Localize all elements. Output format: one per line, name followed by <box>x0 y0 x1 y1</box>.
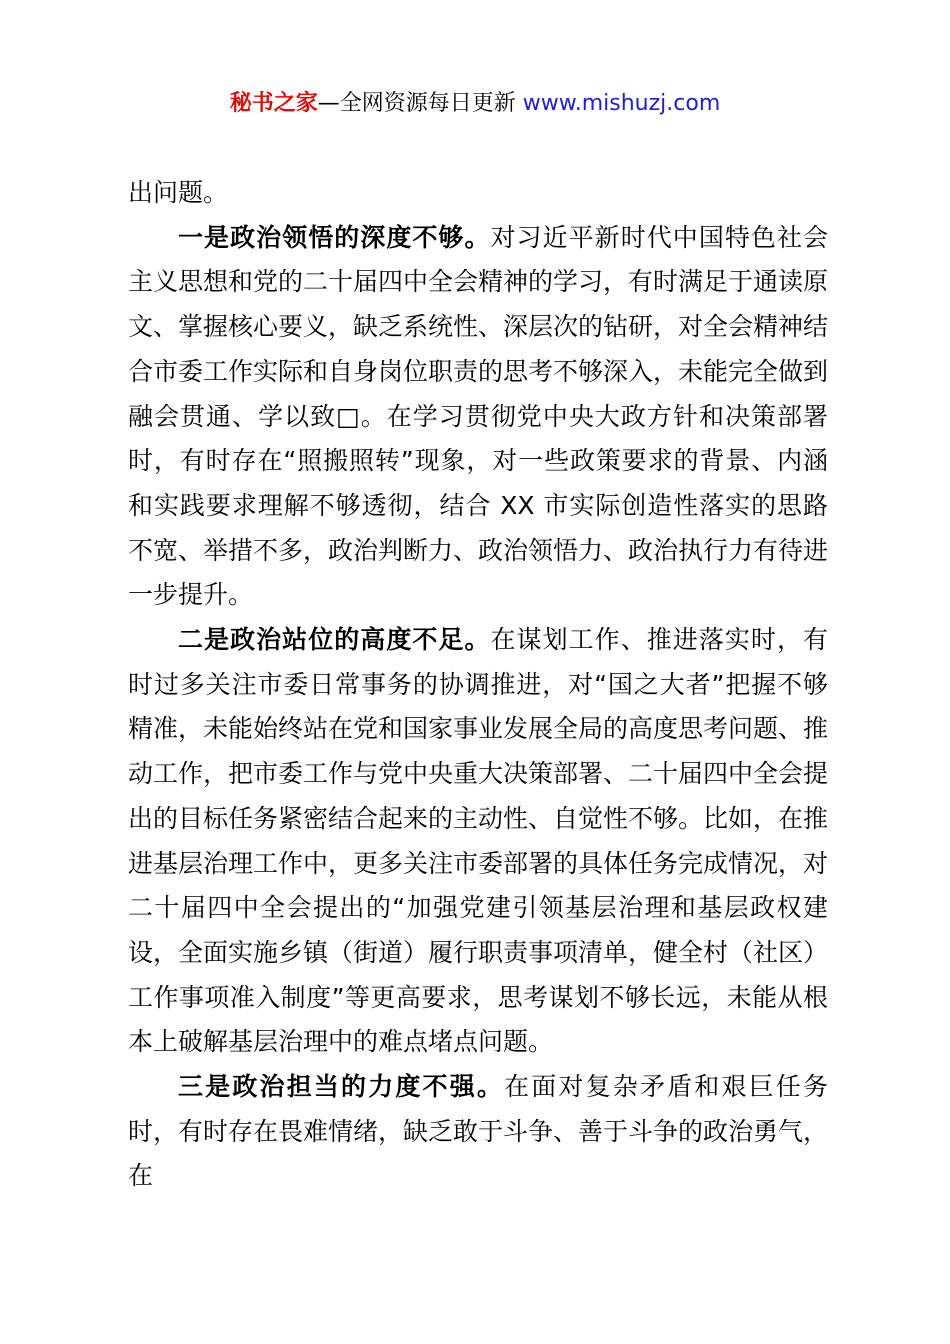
document-body <box>128 171 828 1199</box>
paragraph-text: 对习近平新时代中国特色社会主义思想和党的二十届四中全会精神的学习，有时满足于通读原文、掌握核心要义，缺乏系统性、深层次的钻研，对全会精神结合市委工作实际和自身岗位职责的思考不够深入，未能完全做到融会贯通、学以致□。在学习贯彻党中央大政方针和决策部署时，有时存在“照搬照转”现象，对一些政策要求的背景、内涵和实践要求理解不够透彻，结合 XX 市实际创造性落实的思路不宽、举措不多，政治判断力、政治领悟力、政治执行力有待进一步提升。 <box>128 222 829 610</box>
website-link[interactable]: www.mishuzj.com <box>522 91 721 116</box>
brand-name: 秘书之家 <box>229 91 318 116</box>
paragraph-political-responsibility <box>128 1065 828 1199</box>
paragraph-text: 在谋划工作、推进落实时，有时过多关注市委日常事务的协调推进，对“国之大者”把握不够精准，未能始终站在党和国家事业发展全局的高度思考问题、推动工作，把市委工作与党中央重大决策部署、二十届四中全会提出的目标任务紧密结合起来的主动性、自觉性不够。比如，在推进基层治理工作中，更多关注市委部署的具体任务完成情况，对二十届四中全会提出的“加强党建引领基层治理和基层政权建设，全面实施乡镇（街道）履行职责事项清单，健全村（社区）工作事项准入制度”等更高要求，思考谋划不够长远，未能从根本上破解基层治理中的难点堵点问题。 <box>128 625 829 1057</box>
paragraph-lead: 一是政治领悟的深度不够。 <box>178 222 491 252</box>
header-tagline: —全网资源每日更新 <box>317 91 523 116</box>
page-header <box>0 84 950 124</box>
paragraph-lead: 三是政治担当的力度不强。 <box>178 1072 505 1102</box>
paragraph-political-insight <box>128 216 828 618</box>
paragraph-text: 在面对复杂矛盾和艰巨任务时，有时存在畏难情绪，缺乏敢于斗争、善于斗争的政治勇气，在 <box>128 1072 829 1191</box>
paragraph-political-stance <box>128 618 828 1065</box>
paragraph-lead: 二是政治站位的高度不足。 <box>178 625 491 655</box>
paragraph-continuation: 出问题。 <box>128 178 229 207</box>
